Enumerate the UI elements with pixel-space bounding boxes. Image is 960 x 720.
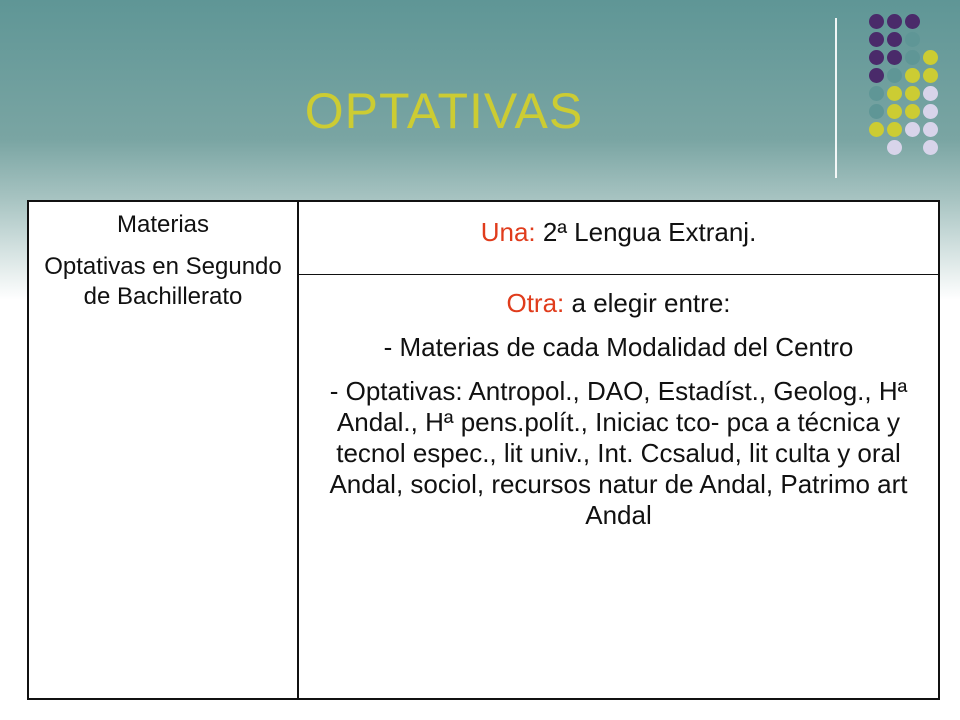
decorative-dot bbox=[905, 50, 920, 65]
slide-title: OPTATIVAS bbox=[304, 83, 584, 139]
table-row-divider bbox=[299, 274, 938, 275]
decorative-dot bbox=[905, 86, 920, 101]
decorative-dot bbox=[905, 14, 920, 29]
decorative-dot bbox=[869, 32, 884, 47]
decorative-dot bbox=[923, 122, 938, 137]
decorative-dot bbox=[869, 122, 884, 137]
decorative-dot bbox=[923, 86, 938, 101]
row2-text: a elegir entre: bbox=[571, 288, 731, 318]
row2-heading bbox=[309, 288, 928, 319]
decorative-dot bbox=[923, 104, 938, 119]
left-cell-line1: Materias bbox=[116, 211, 210, 238]
decorative-dot bbox=[905, 122, 920, 137]
optativas-table bbox=[27, 200, 940, 700]
row2-item-modalidad: - Materias de cada Modalidad del Centro bbox=[383, 332, 854, 362]
decorative-dot bbox=[869, 50, 884, 65]
decorative-dot bbox=[905, 68, 920, 83]
row1-text: 2ª Lengua Extranj. bbox=[542, 217, 757, 247]
bottom-right-cell bbox=[309, 288, 928, 544]
decorative-dot bbox=[923, 140, 938, 155]
table-column-divider bbox=[297, 202, 299, 698]
decorative-dot bbox=[869, 104, 884, 119]
decorative-dot bbox=[887, 32, 902, 47]
left-cell bbox=[29, 210, 297, 324]
decorative-dot bbox=[887, 14, 902, 29]
row1-label: Una: bbox=[480, 217, 536, 247]
decorative-dot bbox=[905, 32, 920, 47]
row2-item-optativas: - Optativas: Antropol., DAO, Estadíst., Geolog., Hª Andal., Hª pens.polít., Iniciac tco- pca a técnica y tecnol espec., lit univ., Int. Ccsalud, lit culta y oral Andal, sociol, recursos natur de Andal, Patrimo art Andal bbox=[329, 376, 908, 530]
decorative-dot bbox=[923, 68, 938, 83]
decorative-dot bbox=[887, 104, 902, 119]
row2-label: Otra: bbox=[506, 288, 565, 318]
decorative-dot bbox=[887, 50, 902, 65]
decorative-dot bbox=[923, 50, 938, 65]
decorative-dot bbox=[887, 140, 902, 155]
decorative-dot bbox=[887, 86, 902, 101]
decorative-dot bbox=[887, 122, 902, 137]
decorative-divider bbox=[835, 18, 837, 178]
decorative-dot bbox=[869, 14, 884, 29]
decorative-dot bbox=[869, 68, 884, 83]
left-cell-line2: Optativas en Segundo de Bachillerato bbox=[44, 253, 282, 310]
decorative-dot bbox=[905, 104, 920, 119]
decorative-dot bbox=[869, 86, 884, 101]
top-right-cell bbox=[299, 216, 938, 248]
decorative-dot bbox=[887, 68, 902, 83]
